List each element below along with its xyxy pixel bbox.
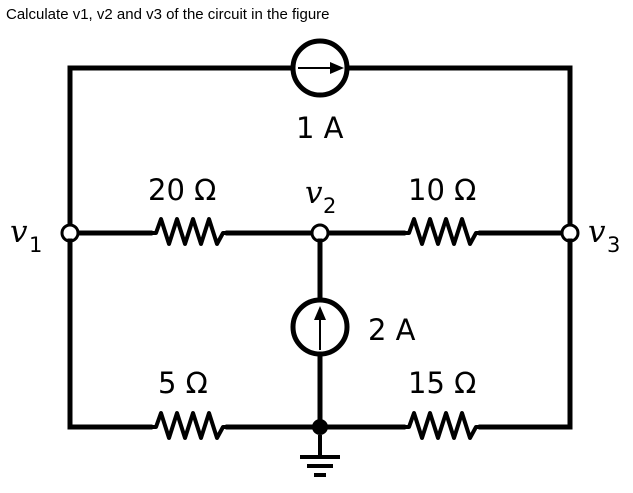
resistor-15-ohm [403, 413, 481, 438]
node-v2-label [305, 175, 336, 218]
resistor-15-ohm-label: 15 Ω [408, 366, 477, 400]
svg-text:v: v [10, 214, 28, 250]
svg-text:1: 1 [29, 233, 43, 257]
resistor-20-ohm-label: 20 Ω [148, 173, 217, 207]
svg-text:v: v [588, 214, 606, 250]
node-v1-label [10, 214, 42, 257]
node-v3-label [588, 214, 620, 257]
current-source-1a [293, 41, 347, 95]
resistor-20-ohm [150, 219, 228, 244]
resistor-5-ohm-label: 5 Ω [158, 366, 208, 400]
resistor-10-ohm [403, 219, 481, 244]
ground-icon [300, 435, 340, 475]
question-text: Calculate v1, v2 and v3 of the circuit in the figure [6, 6, 330, 23]
source-1a-label: 1 A [296, 111, 344, 145]
current-source-2a [293, 300, 347, 354]
svg-text:2: 2 [323, 194, 337, 218]
svg-text:v: v [305, 175, 323, 211]
resistor-10-ohm-label: 10 Ω [408, 173, 477, 207]
resistor-5-ohm [150, 413, 228, 438]
source-2a-label: 2 A [368, 313, 416, 347]
ground-junction [312, 419, 328, 435]
svg-text:3: 3 [607, 233, 621, 257]
